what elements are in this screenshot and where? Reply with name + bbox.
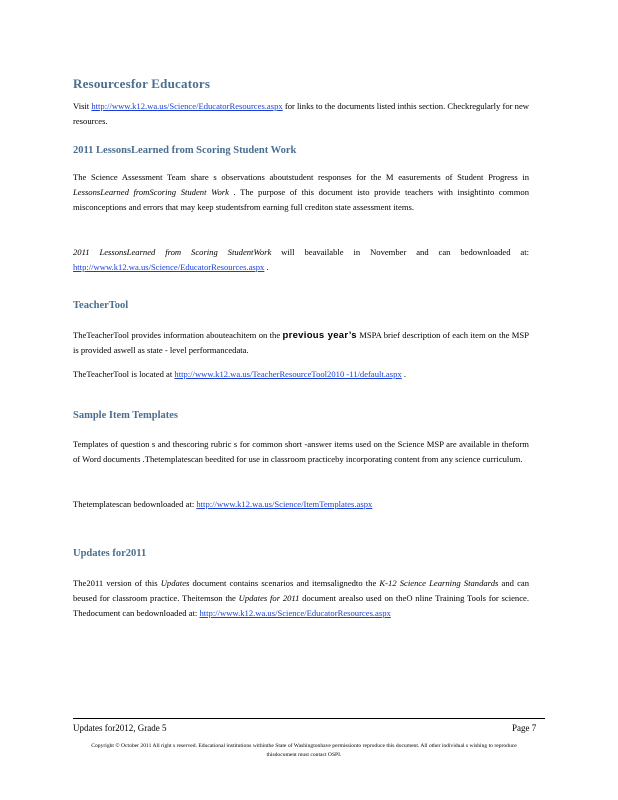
paragraph-templates-download xyxy=(73,497,529,512)
heading-resources-for-educators: Resourcesfor Educators xyxy=(73,76,211,91)
text-lessons-purpose: . The purpose of this document isto provide teachers with insightinto common misconceptions and errors that may keep studentsfrom earning full crediton state assessment items. xyxy=(73,187,529,212)
text-lessons-title-2: 2011 LessonsLearned from Scoring StudentWork xyxy=(73,247,272,257)
paragraph-teacher-tool xyxy=(73,328,529,358)
link-lessons-download[interactable]: http://www.k12.wa.us/Science/EducatorResources.aspx xyxy=(73,262,265,272)
link-updates-download[interactable]: http://www.k12.wa.us/Science/EducatorResources.aspx xyxy=(199,608,391,618)
text-updates-title: Updates xyxy=(160,578,190,588)
paragraph-lessons-availability xyxy=(73,245,529,275)
heading-updates-for-2011: Updates for2011 xyxy=(73,548,147,559)
text-visit: Visit xyxy=(73,101,92,111)
text-teacher-tool-intro: TheTeacherTool provides information abouteachitem on the xyxy=(73,330,283,340)
heading-lessons-learned: 2011 LessonsLearned from Scoring Student Work xyxy=(73,145,297,156)
text-lessons-title: LessonsLearned fromScoring Student Work xyxy=(73,187,229,197)
link-item-templates[interactable]: http://www.k12.wa.us/Science/ItemTemplates.aspx xyxy=(196,499,373,509)
paragraph-updates xyxy=(73,576,529,621)
text-updates-online: document arealso used on theO nline Training Tools for science. Thedocument can bedownloaded at: xyxy=(73,593,529,618)
text-period: . xyxy=(264,262,269,272)
heading-teacher-tool: TeacherTool xyxy=(73,300,129,311)
footer-page-number: Page 7 xyxy=(512,723,537,733)
text-previous-year: previous year’s xyxy=(282,330,357,341)
paragraph-teacher-tool-location xyxy=(73,367,529,382)
text-updates-title-2: Updates for 2011 xyxy=(238,593,300,603)
paragraph-lessons-learned xyxy=(73,170,529,215)
text-period: . xyxy=(401,369,406,379)
copyright-notice: Copyright © October 2011 All right s reserved. Educational institutions withinthe State of Washingtonhave permissionto reproduce this document. All other individual s wishing to reproduce thisdocument must contact OSPI. xyxy=(91,743,517,758)
text-teacher-tool-rest: MSPA brief description of each item on the MSP is provided aswell as state - level performancedata. xyxy=(73,330,529,355)
link-teacher-resource-tool[interactable]: http://www.k12.wa.us/TeacherResourceTool2010 -11/default.aspx xyxy=(174,369,402,379)
text-updates-contains: document contains scenarios and itemsalignedto the xyxy=(189,578,380,588)
text-lessons-intro: The Science Assessment Team share s observations aboutstudent responses for the M easurements of Student Progress in xyxy=(73,172,529,182)
paragraph-resources xyxy=(73,99,529,129)
text-resources-rest: for links to the documents listed inthis section. Checkregularly for new resources. xyxy=(73,101,529,126)
text-teacher-tool-located: TheTeacherTool is located at xyxy=(73,369,175,379)
text-templates-download: Thetemplatescan bedownloaded at: xyxy=(73,499,197,509)
text-updates-practice: and can beused for classroom practice. Theitemson the xyxy=(73,578,529,603)
footer-rule xyxy=(73,718,545,719)
text-learning-standards: K-12 Science Learning Standards xyxy=(379,578,499,588)
text-lessons-available: will beavailable in November and can bedownloaded at: xyxy=(271,247,529,257)
heading-sample-item-templates: Sample Item Templates xyxy=(73,410,178,421)
paragraph-templates: Templates of question s and thescoring rubric s for common short -answer items used on the Science MSP are available in theform of Word documents .Thetemplatescan beedited for use in classroom practiceby incorporating content from any science curriculum. xyxy=(73,439,529,464)
link-educator-resources[interactable]: http://www.k12.wa.us/Science/EducatorResources.aspx xyxy=(91,101,283,111)
footer-title: Updates for2012, Grade 5 xyxy=(73,723,167,733)
text-updates-intro: The2011 version of this xyxy=(73,578,161,588)
